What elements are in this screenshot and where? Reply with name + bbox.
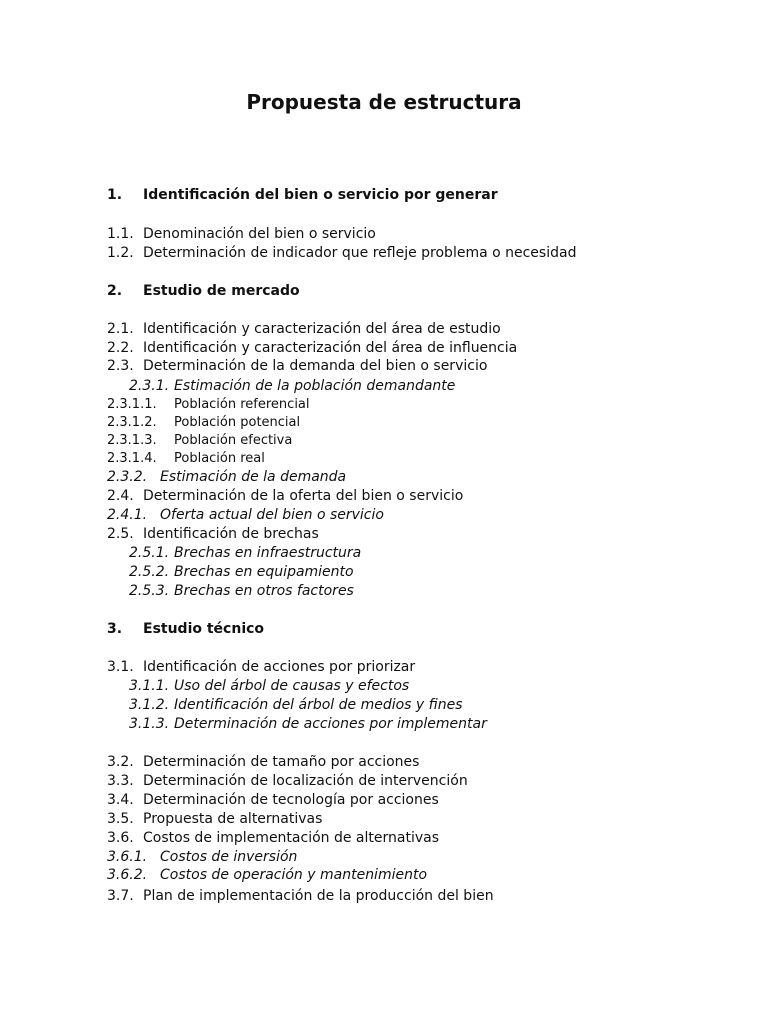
item-number: 2.3.1.3. <box>107 433 157 448</box>
item-text: Costos de inversión <box>160 849 298 865</box>
item-text: Estudio técnico <box>143 621 265 637</box>
item-number: 3.6. <box>107 830 134 846</box>
item-text: Estimación de la demanda <box>160 469 347 485</box>
item-number: 2.4. <box>107 488 134 504</box>
item-text: Plan de implementación de la producción del bien <box>143 888 494 904</box>
item-number: 3.2. <box>107 754 134 770</box>
item-number: 2.2. <box>107 340 134 356</box>
item-number: 2.5.2. <box>129 564 170 580</box>
item-number: 2.3.1.1. <box>107 397 157 412</box>
item-number: 3.7. <box>107 888 134 904</box>
item-number: 3. <box>107 621 123 637</box>
item-text: Determinación de acciones por implementar <box>174 716 487 732</box>
item-text: Determinación de localización de intervención <box>143 773 468 789</box>
item-number: 2.3.1. <box>129 378 170 394</box>
item-text: Población real <box>174 451 265 466</box>
item-text: Identificación del bien o servicio por generar <box>143 187 498 203</box>
item-text: Oferta actual del bien o servicio <box>160 507 384 523</box>
item-text: Determinación de indicador que refleje problema o necesidad <box>143 245 577 261</box>
item-text: Costos de implementación de alternativas <box>143 830 439 846</box>
item-number: 1.2. <box>107 245 134 261</box>
item-text: Identificación de brechas <box>143 526 319 542</box>
page-title: Propuesta de estructura <box>246 90 522 114</box>
item-number: 2.5.3. <box>129 583 170 599</box>
item-number: 3.6.1. <box>107 849 148 865</box>
item-text: Identificación del árbol de medios y fines <box>174 697 463 713</box>
item-number: 3.1.2. <box>129 697 170 713</box>
item-number: 3.1.1. <box>129 678 170 694</box>
item-text: Denominación del bien o servicio <box>143 226 376 242</box>
item-number: 3.4. <box>107 792 134 808</box>
item-number: 2.4.1. <box>107 507 148 523</box>
item-text: Identificación y caracterización del área de estudio <box>143 321 501 337</box>
item-number: 2.5. <box>107 526 134 542</box>
item-text: Población referencial <box>174 397 310 412</box>
item-text: Estimación de la población demandante <box>174 378 456 394</box>
item-number: 1. <box>107 187 123 203</box>
item-text: Población potencial <box>174 415 301 430</box>
item-number: 3.6.2. <box>107 867 148 883</box>
item-text: Propuesta de alternativas <box>143 811 323 827</box>
item-text: Costos de operación y mantenimiento <box>160 867 428 883</box>
item-text: Determinación de la oferta del bien o servicio <box>143 488 464 504</box>
item-text: Determinación de la demanda del bien o servicio <box>143 358 488 374</box>
item-text: Brechas en infraestructura <box>174 545 362 561</box>
item-number: 2.3.1.2. <box>107 415 157 430</box>
item-number: 2.3.2. <box>107 469 148 485</box>
item-number: 2.3. <box>107 358 134 374</box>
item-text: Identificación y caracterización del área de influencia <box>143 340 518 356</box>
item-text: Determinación de tamaño por acciones <box>143 754 420 770</box>
item-number: 3.1. <box>107 659 134 675</box>
item-text: Determinación de tecnología por acciones <box>143 792 439 808</box>
item-number: 1.1. <box>107 226 134 242</box>
item-number: 3.5. <box>107 811 134 827</box>
item-text: Brechas en equipamiento <box>174 564 354 580</box>
item-number: 3.1.3. <box>129 716 170 732</box>
item-text: Población efectiva <box>174 433 293 448</box>
item-number: 2.1. <box>107 321 134 337</box>
item-text: Brechas en otros factores <box>174 583 354 599</box>
item-text: Estudio de mercado <box>143 283 300 299</box>
item-number: 2. <box>107 283 123 299</box>
item-text: Uso del árbol de causas y efectos <box>174 678 410 694</box>
item-number: 2.3.1.4. <box>107 451 157 466</box>
item-text: Identificación de acciones por priorizar <box>143 659 416 675</box>
item-number: 2.5.1. <box>129 545 170 561</box>
item-number: 3.3. <box>107 773 134 789</box>
